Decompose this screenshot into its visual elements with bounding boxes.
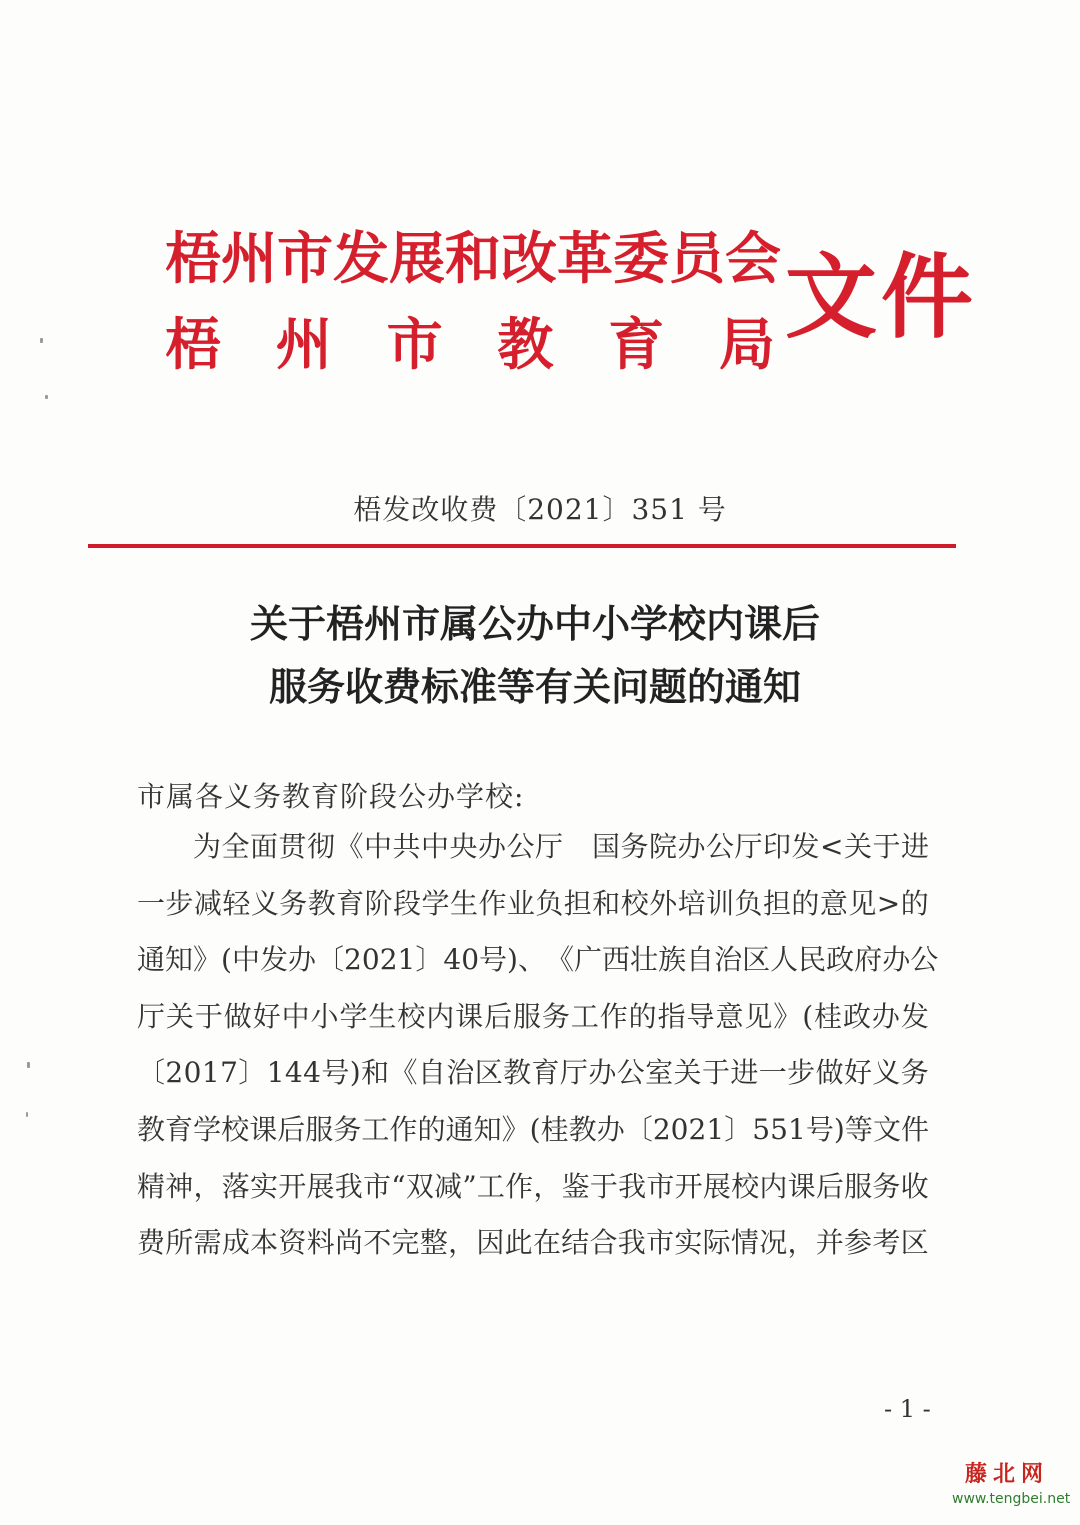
body-char: 做 (223, 1000, 252, 1033)
body-char: 教 (503, 1056, 532, 1089)
body-char: 参 (844, 1226, 873, 1259)
body-char: 区 (474, 1056, 503, 1089)
body-char: 4 (443, 943, 462, 976)
body-char: 府 (854, 943, 883, 976)
issuer-char: 市 (277, 227, 333, 292)
document-number: 梧发改收费〔2021〕351 号 (353, 493, 727, 526)
body-line (137, 1056, 929, 1089)
body-char: 全 (221, 830, 250, 863)
body-char: 精 (137, 1170, 166, 1203)
body-char: 负 (535, 887, 564, 920)
body-char: 双 (405, 1170, 434, 1203)
issuer-char: 会 (725, 227, 781, 292)
body-char: 室 (645, 1056, 674, 1089)
body-char: 课 (787, 1170, 816, 1203)
body-char: 需 (193, 1226, 222, 1259)
body-char: 印 (763, 830, 792, 863)
body-char: 于 (194, 1000, 223, 1033)
issuer-char: 展 (389, 227, 445, 292)
body-char: 业 (506, 887, 535, 920)
issuer-char: 市 (386, 313, 443, 378)
body-char: 指 (657, 1000, 686, 1033)
body-char: 作 (389, 1113, 418, 1146)
body-char: 〔 (624, 1113, 653, 1146)
body-char: 务 (872, 1170, 901, 1203)
body-char: 厅 (734, 830, 763, 863)
body-char: 4 (284, 1056, 303, 1089)
body-char: 并 (815, 1226, 844, 1259)
body-char: 训 (706, 887, 735, 920)
body-char: 的 (900, 887, 929, 920)
body-char: 务 (333, 1113, 362, 1146)
body-char: 号 (805, 1113, 834, 1146)
body-char: ( (529, 1113, 541, 1146)
body-char: 关 (673, 1056, 702, 1089)
body-char: 市 (646, 1170, 675, 1203)
body-char: 公 (616, 1056, 645, 1089)
body-char: 完 (391, 1226, 420, 1259)
body-char: 0 (361, 943, 380, 976)
body-char: 1 (706, 1113, 725, 1146)
issuer-char: 梧 (165, 227, 221, 292)
body-char: 治 (714, 943, 743, 976)
body-char: 校 (221, 1113, 250, 1146)
issuer-char: 改 (501, 227, 557, 292)
body-char: 情 (730, 1226, 759, 1259)
body-char: 做 (815, 1056, 844, 1089)
body-char: 知 (165, 943, 194, 976)
body-char: 学 (193, 1113, 222, 1146)
body-char: 际 (702, 1226, 731, 1259)
body-char: 办 (478, 830, 507, 863)
body-char: 《 (335, 830, 364, 863)
body-char: 西 (602, 943, 631, 976)
body-char: ， (787, 1226, 816, 1259)
body-char: 我 (334, 1170, 363, 1203)
body-line (137, 887, 929, 920)
body-char: 自 (686, 943, 715, 976)
body-char: 育 (165, 1113, 194, 1146)
body-char: 后 (815, 1170, 844, 1203)
body-char: 步 (787, 1056, 816, 1089)
body-char: 课 (455, 1000, 484, 1033)
body-char: 意 (715, 1000, 744, 1033)
body-char: 办 (288, 943, 317, 976)
body-char: 〔 (316, 943, 345, 976)
body-char: 5 (770, 1113, 788, 1146)
issuer-char: 局 (718, 313, 775, 378)
body-char: 服 (844, 1170, 873, 1203)
body-char: < (820, 830, 844, 863)
body-char: 结 (561, 1226, 590, 1259)
body-char: 办 (871, 1000, 900, 1033)
body-line (193, 830, 929, 863)
body-char: 贯 (278, 830, 307, 863)
body-char: 1 (397, 943, 416, 976)
watermark-logo: 藤北网 (964, 1461, 1049, 1487)
body-char: 院 (649, 830, 678, 863)
body-char: 展 (306, 1170, 335, 1203)
body-line (137, 1000, 929, 1033)
body-char (564, 833, 592, 861)
body-char: ( (221, 943, 232, 976)
red-divider (88, 544, 956, 548)
body-char: 校 (397, 1000, 426, 1033)
body-char: 义 (872, 1056, 901, 1089)
body-char: 收 (900, 1170, 929, 1203)
body-char: 培 (677, 887, 706, 920)
body-char: 生 (368, 1000, 397, 1033)
body-char: 校 (620, 887, 649, 920)
issuer-char: 发 (333, 227, 389, 292)
body-char: 教 (307, 887, 336, 920)
body-char: 文 (872, 1113, 901, 1146)
body-char: 内 (759, 1170, 788, 1203)
body-char: 中 (281, 1000, 310, 1033)
issuer-line-1 (165, 227, 781, 292)
body-char: 办 (588, 1056, 617, 1089)
body-char: 民 (798, 943, 827, 976)
body-char: 于 (872, 830, 901, 863)
body-char: 见 (744, 1000, 773, 1033)
body-char: 0 (461, 943, 480, 976)
body-char: 不 (363, 1226, 392, 1259)
body-char: 所 (165, 1226, 194, 1259)
scan-speck (40, 338, 43, 343)
body-char: 成 (221, 1226, 250, 1259)
issuer-char: 员 (669, 227, 725, 292)
body-char: 工 (476, 1170, 505, 1203)
body-char: 务 (900, 1056, 929, 1089)
body-char: 0 (183, 1056, 202, 1089)
body-char: 阶 (364, 887, 393, 920)
body-char: 办 (677, 830, 706, 863)
body-char: 教 (137, 1113, 166, 1146)
site-watermark (952, 1461, 1071, 1507)
body-char: ( (802, 1000, 814, 1033)
body-char: 整 (419, 1226, 448, 1259)
body-char: 《 (389, 1056, 418, 1089)
body-char: 实 (674, 1226, 703, 1259)
body-char: 一 (137, 887, 166, 920)
body-char: 通 (137, 943, 166, 976)
body-char: 件 (900, 1113, 929, 1146)
body-char: 》 (193, 943, 222, 976)
body-char: 进 (730, 1056, 759, 1089)
scan-speck (45, 395, 48, 399)
body-char: 关 (843, 830, 872, 863)
body-char: 市 (646, 1226, 675, 1259)
body-char: 务 (541, 1000, 570, 1033)
body-char: 和 (592, 887, 621, 920)
body-char: 办 (596, 1113, 625, 1146)
body-char: 的 (417, 1113, 446, 1146)
body-char: 开 (278, 1170, 307, 1203)
body-char: 1 (788, 1113, 806, 1146)
body-char: 7 (220, 1056, 238, 1089)
body-char: 、 (517, 943, 546, 976)
body-char: 公 (706, 830, 735, 863)
body-char: 〕 (238, 1056, 267, 1089)
body-char: 国 (592, 830, 621, 863)
body-char: ) (833, 1113, 845, 1146)
body-char: 务 (279, 887, 308, 920)
body-char: 神 (165, 1170, 194, 1203)
body-char: 资 (278, 1226, 307, 1259)
body-char: 公 (506, 830, 535, 863)
issuer-char: 和 (445, 227, 501, 292)
body-char: 族 (658, 943, 687, 976)
body-char: 务 (620, 830, 649, 863)
body-char: 0 (670, 1113, 689, 1146)
body-char: 实 (250, 1170, 279, 1203)
body-char: 意 (819, 887, 848, 920)
body-char: 轻 (222, 887, 251, 920)
body-char: > (876, 887, 901, 920)
body-char: 号 (321, 1056, 350, 1089)
body-line (137, 943, 939, 976)
issuer-char: 革 (557, 227, 613, 292)
body-char: ) (349, 1056, 361, 1089)
body-char: 关 (165, 1000, 194, 1033)
body-char: 4 (303, 1056, 321, 1089)
body-char: 进 (900, 830, 929, 863)
issuer-char: 州 (221, 227, 277, 292)
body-char: 外 (649, 887, 678, 920)
body-char: 发 (791, 830, 820, 863)
body-char: 桂 (814, 1000, 843, 1033)
body-char: 政 (842, 1000, 871, 1033)
issuer-char: 育 (608, 313, 665, 378)
body-line (137, 1170, 929, 1203)
body-char: 减 (434, 1170, 463, 1203)
body-char: 中 (364, 830, 393, 863)
body-char: 考 (872, 1226, 901, 1259)
body-char: 段 (393, 887, 422, 920)
body-char: 后 (277, 1113, 306, 1146)
body-char: 内 (426, 1000, 455, 1033)
body-char: 义 (250, 887, 279, 920)
body-char: 厅 (535, 830, 564, 863)
issuer-line-2 (165, 313, 775, 378)
issuer-char: 教 (497, 313, 554, 378)
watermark-url: www.tengbei.net (952, 1491, 1071, 1507)
body-char: 步 (165, 887, 194, 920)
body-char: 一 (758, 1056, 787, 1089)
body-char: 桂 (540, 1113, 569, 1146)
body-char: 作 (505, 1170, 534, 1203)
body-char: 料 (306, 1226, 335, 1259)
body-char: 担 (762, 887, 791, 920)
body-char: 公 (910, 943, 939, 976)
body-char: 区 (900, 1226, 929, 1259)
body-char: 好 (252, 1000, 281, 1033)
body-char: 5 (752, 1113, 771, 1146)
document-type-label: 文件 (785, 244, 978, 351)
body-char: 面 (250, 830, 279, 863)
body-char: 我 (617, 1226, 646, 1259)
body-char: 2 (379, 943, 398, 976)
body-char: 的 (791, 887, 820, 920)
body-char: 知 (473, 1113, 502, 1146)
body-char: 况 (759, 1226, 788, 1259)
body-char: 育 (336, 887, 365, 920)
body-char: 中 (231, 943, 260, 976)
body-char: 服 (305, 1113, 334, 1146)
body-char: 工 (570, 1000, 599, 1033)
body-char: 通 (445, 1113, 474, 1146)
body-char: 号 (479, 943, 508, 976)
body-char: 区 (742, 943, 771, 976)
body-char: 2 (344, 943, 362, 976)
body-char: 市 (363, 1170, 392, 1203)
body-char: 为 (193, 830, 222, 863)
body-char: ” (462, 1170, 477, 1203)
body-char: 好 (843, 1056, 872, 1089)
body-char: 厅 (559, 1056, 588, 1089)
body-char: 央 (449, 830, 478, 863)
body-char: 我 (618, 1170, 647, 1203)
body-line (137, 1113, 929, 1146)
body-char: 〕 (724, 1113, 753, 1146)
body-char: 作 (599, 1000, 628, 1033)
body-char: 学 (421, 887, 450, 920)
body-char: ) (507, 943, 518, 976)
body-char: 因 (476, 1226, 505, 1259)
body-char: 学 (339, 1000, 368, 1033)
body-char: 展 (702, 1170, 731, 1203)
body-char: 课 (249, 1113, 278, 1146)
body-char: 发 (260, 943, 289, 976)
body-char: ， (193, 1170, 222, 1203)
body-char: 》 (501, 1113, 530, 1146)
body-char: 1 (266, 1056, 285, 1089)
body-char: ， (533, 1170, 562, 1203)
body-char: 作 (478, 887, 507, 920)
body-char: 2 (652, 1113, 671, 1146)
body-char: 人 (770, 943, 799, 976)
page-number: - 1 - (884, 1395, 931, 1423)
body-char: 生 (449, 887, 478, 920)
body-char: 费 (137, 1226, 166, 1259)
issuer-char: 委 (613, 227, 669, 292)
body-char: 《 (546, 943, 575, 976)
body-char: 在 (532, 1226, 561, 1259)
issuer-char: 梧 (165, 313, 221, 378)
body-char: 于 (589, 1170, 618, 1203)
body-char: “ (391, 1170, 406, 1203)
document-title-line-1: 关于梧州市属公办中小学校内课后 (249, 602, 820, 646)
body-char: 本 (250, 1226, 279, 1259)
body-char: 壮 (630, 943, 659, 976)
scan-speck (26, 1112, 28, 1117)
body-char: 落 (221, 1170, 250, 1203)
body-char: 治 (446, 1056, 475, 1089)
body-char: 服 (512, 1000, 541, 1033)
body-char: 教 (568, 1113, 597, 1146)
body-char: 发 (900, 1000, 929, 1033)
salutation: 市属各义务教育阶段公办学校: (137, 780, 525, 813)
scan-speck (27, 1062, 30, 1068)
body-char: 〔 (137, 1056, 166, 1089)
body-char: 办 (882, 943, 911, 976)
document-title-line-2: 服务收费标准等有关问题的通知 (268, 665, 801, 709)
body-char: 校 (731, 1170, 760, 1203)
body-char: 等 (844, 1113, 873, 1146)
issuer-char: 州 (275, 313, 332, 378)
body-char: 1 (201, 1056, 220, 1089)
body-char: 和 (361, 1056, 390, 1089)
body-char: 厅 (137, 1000, 166, 1033)
body-line (137, 1226, 929, 1259)
body-char: 合 (589, 1226, 618, 1259)
body-char: 此 (504, 1226, 533, 1259)
body-char: 减 (193, 887, 222, 920)
body-char: 彻 (307, 830, 336, 863)
body-char: 广 (574, 943, 603, 976)
body-char: 尚 (334, 1226, 363, 1259)
body-char: 小 (310, 1000, 339, 1033)
body-char: 工 (361, 1113, 390, 1146)
body-char: 共 (392, 830, 421, 863)
body-char: ， (448, 1226, 477, 1259)
body-char: 于 (701, 1056, 730, 1089)
body-char: 自 (417, 1056, 446, 1089)
body-char: 负 (734, 887, 763, 920)
body-char: 见 (848, 887, 877, 920)
body-char: 导 (686, 1000, 715, 1033)
body-char: 〕 (415, 943, 444, 976)
body-char: 鉴 (561, 1170, 590, 1203)
body-char: 的 (628, 1000, 657, 1033)
body-char: 政 (826, 943, 855, 976)
body-char: 开 (674, 1170, 703, 1203)
body-char: 》 (773, 1000, 802, 1033)
body-char: 中 (421, 830, 450, 863)
body-char: 育 (531, 1056, 560, 1089)
body-char: 后 (484, 1000, 513, 1033)
body-char: 2 (165, 1056, 184, 1089)
body-char: 担 (563, 887, 592, 920)
body-char: 2 (688, 1113, 707, 1146)
